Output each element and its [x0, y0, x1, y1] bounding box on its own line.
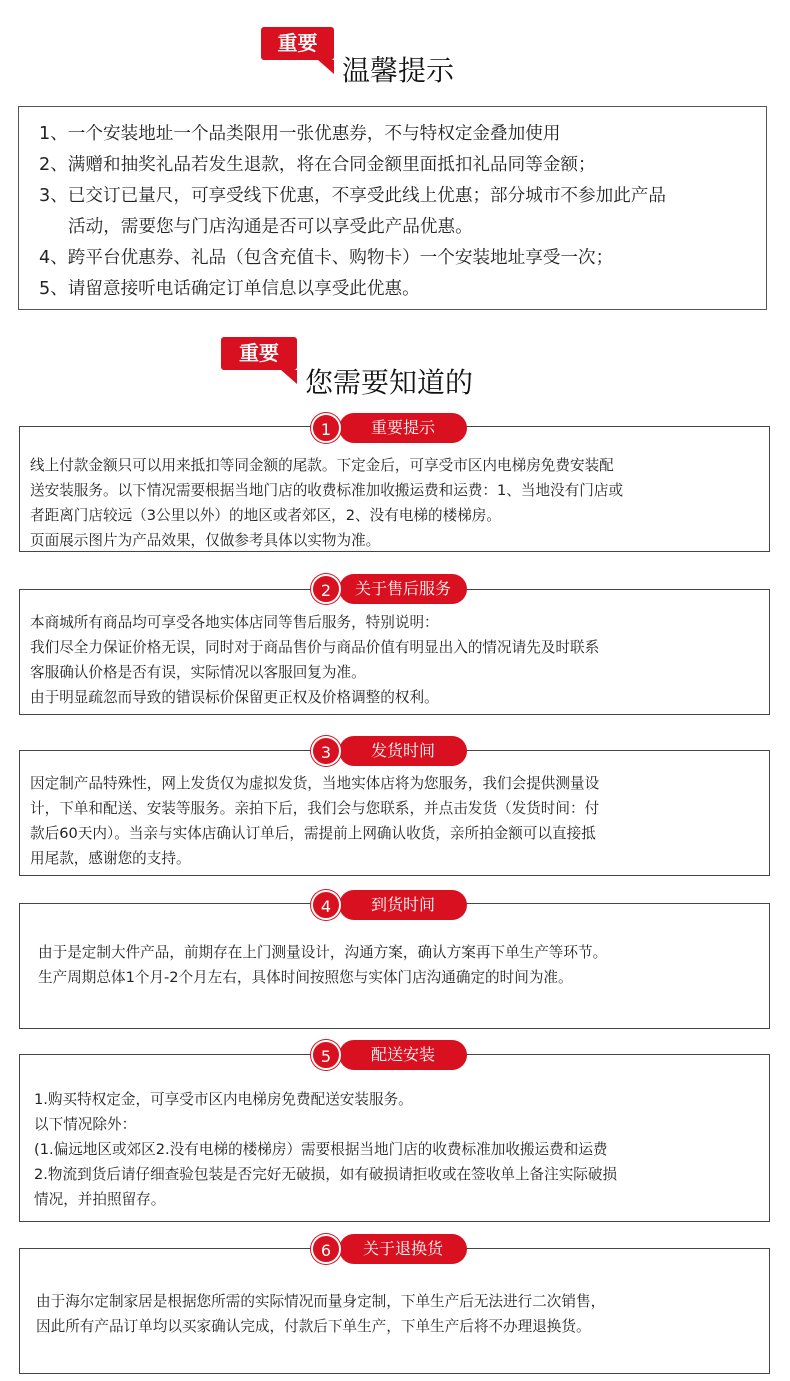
section-badge-label: 重要提示 — [339, 413, 467, 443]
section-text-line: 2.物流到货后请仔细查验包装是否完好无破损，如有破损请拒收或在签收单上备注实际破损 — [34, 1166, 618, 1183]
section-text-line: 由于明显疏忽而导致的错误标价保留更正权及价格调整的权利。 — [30, 689, 439, 706]
section-badge-label: 配送安装 — [339, 1040, 467, 1070]
section-number: 6 — [311, 1234, 341, 1264]
section-card — [19, 903, 770, 1029]
section-text-line: 用尾款，感谢您的支持。 — [30, 850, 191, 867]
section-text-line: 由于海尔定制家居是根据您所需的实际情况而量身定制，下单生产后无法进行二次销售， — [36, 1293, 606, 1310]
section-text-line: 计，下单和配送、安装等服务。亲拍下后，我们会与您联系，并点击发货（发货时间：付 — [30, 800, 600, 817]
section-number: 2 — [311, 574, 341, 604]
section-number: 5 — [311, 1040, 341, 1070]
section-card — [19, 1054, 770, 1222]
section-badge-label: 到货时间 — [339, 890, 467, 920]
section-number: 1 — [311, 413, 341, 443]
notice-line: 2、满赠和抽奖礼品若发生退款，将在合同金额里面抵扣礼品同等金额； — [39, 155, 596, 175]
section-content — [30, 610, 761, 710]
section-text-line: 情况，并拍照留存。 — [34, 1191, 166, 1208]
section-card — [19, 426, 770, 552]
section-text-line: 由于是定制大件产品，前期存在上门测量设计，沟通方案，确认方案再下单生产等环节。 — [38, 944, 608, 961]
notice-line: 1、一个安装地址一个品类限用一张优惠券，不与特权定金叠加使用 — [39, 124, 561, 144]
know-title: 您需要知道的 — [305, 366, 474, 399]
notice-line: 5、请留意接听电话确定订单信息以享受此优惠。 — [39, 279, 420, 299]
notice-line: 4、跨平台优惠券、礼品（包含充值卡、购物卡）一个安装地址享受一次； — [39, 248, 614, 268]
section-text-line: 线上付款金额只可以用来抵扣等同金额的尾款。下定金后，可享受市区内电梯房免费安装配 — [30, 457, 614, 474]
section-text-line: 1.购买特权定金，可享受市区内电梯房免费配送安装服务。 — [34, 1091, 413, 1108]
section-text-line: 页面展示图片为产品效果，仅做参考具体以实物为准。 — [30, 532, 381, 549]
section-card — [19, 750, 770, 876]
important-tag: 重要 — [261, 27, 334, 60]
section-text-line: (1.偏远地区或郊区2.没有电梯的楼梯房）需要根据当地门店的收费标准加收搬运费和运费 — [34, 1141, 608, 1158]
section-content — [30, 771, 761, 871]
section-text-line: 因此所有产品订单均以买家确认完成，付款后下单生产，下单生产后将不办理退换货。 — [36, 1318, 591, 1335]
section-card — [19, 1248, 770, 1374]
section-content — [36, 1289, 761, 1339]
section-badge-label: 关于退换货 — [339, 1234, 467, 1264]
section-text-line: 以下情况除外： — [34, 1116, 137, 1133]
notice-title: 温馨提示 — [342, 54, 455, 87]
section-badge-label: 发货时间 — [339, 736, 467, 766]
notice-line: 3、已交订已量尺，可享受线下优惠，不享受此线上优惠；部分城市不参加此产品 — [39, 186, 666, 206]
section-text-line: 我们尽全力保证价格无误，同时对于商品售价与商品价值有明显出入的情况请先及时联系 — [30, 639, 600, 656]
section-content — [38, 940, 761, 990]
section-card — [19, 589, 770, 715]
section-content — [34, 1087, 761, 1212]
section-text-line: 客服确认价格是否有误，实际情况以客服回复为准。 — [30, 664, 366, 681]
section-text-line: 款后60天内）。当亲与实体店确认订单后，需提前上网确认收货，亲所拍金额可以直接抵 — [30, 825, 596, 842]
section-text-line: 因定制产品特殊性，网上发货仅为虚拟发货，当地实体店将为您服务，我们会提供测量设 — [30, 775, 600, 792]
section-text-line: 送安装服务。以下情况需要根据当地门店的收费标准加收搬运费和运费：1、当地没有门店或 — [30, 482, 624, 499]
notice-box — [18, 106, 767, 310]
important-tag: 重要 — [221, 337, 297, 370]
section-number: 3 — [311, 736, 341, 766]
section-content — [30, 453, 761, 553]
section-number: 4 — [311, 890, 341, 920]
notice-line: 活动，需要您与门店沟通是否可以享受此产品优惠。 — [68, 217, 473, 237]
section-badge-label: 关于售后服务 — [339, 574, 467, 604]
section-text-line: 者距离门店较远（3公里以外）的地区或者郊区，2、没有电梯的楼梯房。 — [30, 507, 501, 524]
section-text-line: 生产周期总体1个月-2个月左右，具体时间按照您与实体门店沟通确定的时间为准。 — [38, 969, 573, 986]
section-text-line: 本商城所有商品均可享受各地实体店同等售后服务，特别说明： — [30, 614, 439, 631]
